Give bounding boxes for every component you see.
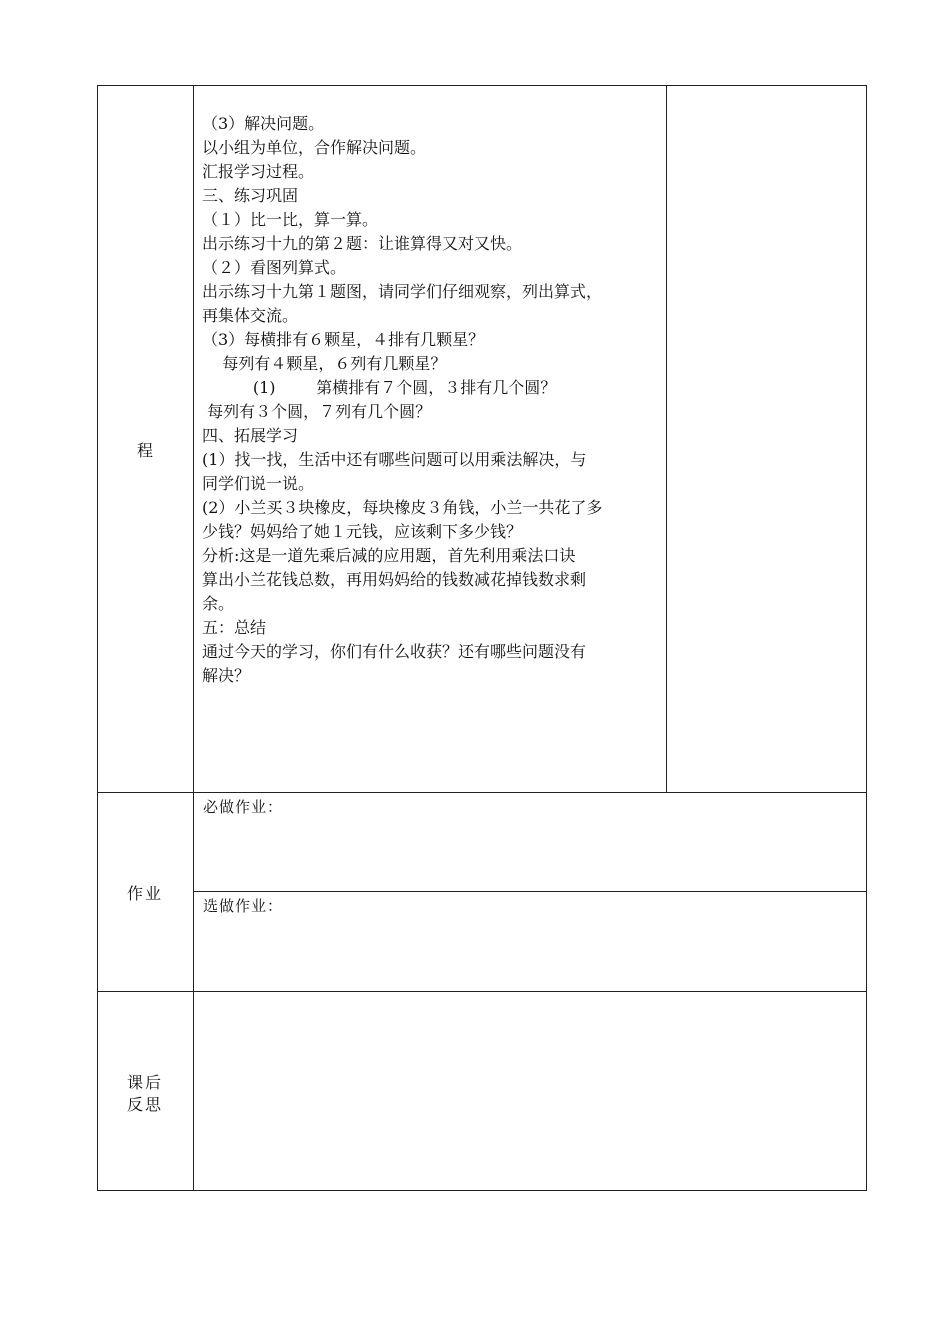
process-line: 每列有３个圆，７列有几个圆？ — [202, 402, 432, 421]
table-left-border — [97, 85, 98, 1190]
reflection-label-line1: 课后 — [126, 1073, 163, 1092]
process-line: 算出小兰花钱总数，再用妈妈给的钱数减花掉钱数求剩 — [202, 570, 587, 589]
process-line: 余。 — [202, 594, 235, 613]
process-line: 三、练习巩固 — [202, 186, 299, 205]
table-bottom-border — [97, 1190, 867, 1191]
reflection-label-line2: 反思 — [126, 1095, 163, 1114]
homework-inner-divider — [193, 891, 867, 892]
process-line: (1) 第横排有７个圆，３排有几个圆？ — [202, 378, 557, 397]
process-line: （3）解决问题。 — [202, 114, 325, 133]
label-column-divider — [193, 85, 194, 1190]
process-line: 通过今天的学习，你们有什么收获？还有哪些问题没有 — [202, 642, 587, 661]
optional-homework-label: 选做作业： — [203, 897, 284, 915]
process-line: 解决？ — [202, 666, 251, 685]
process-line: 再集体交流。 — [202, 306, 299, 325]
process-line: (1）找一找，生活中还有哪些问题可以用乘法解决，与 — [202, 450, 587, 469]
notes-column-divider — [666, 85, 667, 792]
process-line: 四、拓展学习 — [202, 426, 299, 445]
process-line: 出示练习十九的第２题：让谁算得又对又快。 — [202, 234, 523, 253]
process-content — [202, 112, 662, 688]
process-line: 同学们说一说。 — [202, 474, 315, 493]
row-divider-homework — [97, 991, 867, 992]
process-line: (2）小兰买３块橡皮，每块橡皮３角钱，小兰一共花了多 — [202, 498, 603, 517]
process-line: 每列有４颗星，６列有几颗星？ — [202, 354, 447, 373]
process-line: （3）每横排有６颗星，４排有几颗星？ — [202, 330, 485, 349]
process-line: 汇报学习过程。 — [202, 162, 315, 181]
process-line: 出示练习十九第１题图，请同学们仔细观察，列出算式， — [202, 282, 603, 301]
process-line: 少钱？妈妈给了她１元钱，应该剩下多少钱？ — [202, 522, 523, 541]
process-line: 分析:这是一道先乘后减的应用题，首先利用乘法口诀 — [202, 546, 576, 565]
process-line: 五：总结 — [202, 618, 267, 637]
row-divider-process — [97, 792, 867, 793]
process-line: （２）看图列算式。 — [202, 258, 347, 277]
table-top-border — [97, 85, 867, 86]
row-label-process: 程 — [136, 441, 153, 460]
table-right-border — [866, 85, 867, 1190]
process-line: （１）比一比，算一算。 — [202, 210, 379, 229]
row-label-homework: 作业 — [126, 884, 163, 903]
required-homework-label: 必做作业： — [203, 798, 284, 816]
row-label-reflection — [97, 1072, 193, 1116]
process-line: 以小组为单位，合作解决问题。 — [202, 138, 427, 157]
